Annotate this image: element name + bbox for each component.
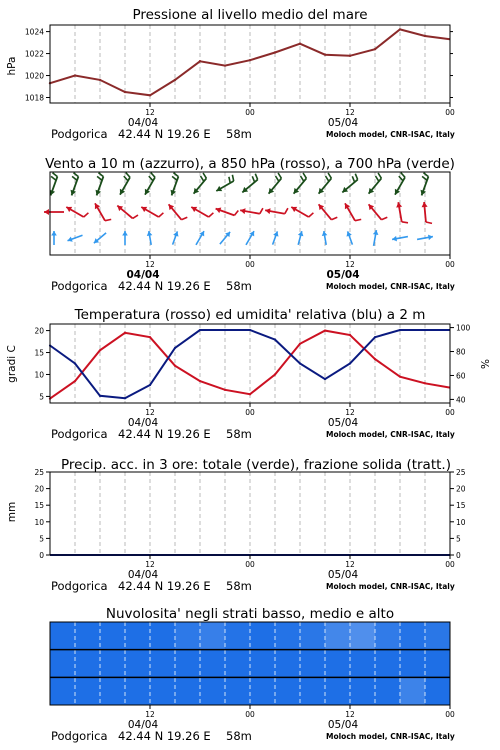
- cloud-cell-basso: [175, 677, 200, 705]
- wind-barb-head: [422, 202, 428, 207]
- wind-barb-feather: [401, 173, 405, 178]
- humidity-point: [349, 362, 351, 364]
- humidity-point: [324, 378, 326, 380]
- cloud-cell-alto: [325, 622, 350, 650]
- pressure-point: [224, 64, 226, 66]
- precip-footer-elevation: 58m: [226, 579, 252, 593]
- precip-date-label: 05/04: [327, 569, 359, 581]
- precip-y-tick-label-right: 5: [456, 534, 461, 544]
- cloud-footer-coords: 42.44 N 19.26 E: [118, 729, 211, 743]
- temperature-point: [99, 349, 101, 351]
- temperature-point: [299, 343, 301, 345]
- wind-barb-feather: [133, 215, 138, 218]
- wind-barb-feather: [326, 176, 329, 181]
- precip-y-tick-label-right: 25: [456, 468, 466, 477]
- wind-barb-feather: [378, 173, 381, 178]
- wind-barb-feather: [181, 217, 187, 219]
- temperature-frame: [50, 324, 450, 403]
- cloud-cell-medio: [275, 650, 300, 678]
- temperature-y-tick-label: 5: [39, 392, 44, 402]
- temperature-x-tick-label: 12: [345, 408, 355, 417]
- pressure-footer-coords: 42.44 N 19.26 E: [118, 127, 211, 141]
- pressure-point: [349, 55, 351, 57]
- pressure-title: Pressione al livello medio del mare: [132, 7, 368, 23]
- cloud-cell-basso: [275, 677, 300, 705]
- wind-barb-850: [369, 204, 388, 219]
- cloud-cell-medio: [400, 650, 425, 678]
- temperature-footer-coords: 42.44 N 19.26 E: [118, 427, 211, 441]
- cloud-cell-basso: [75, 677, 100, 705]
- temperature-footer-elevation: 58m: [226, 427, 252, 441]
- temperature-x-tick-label: 00: [245, 408, 255, 417]
- cloud-cell-alto: [100, 622, 125, 650]
- wind-barb-850: [191, 207, 213, 217]
- wind-barb-feather: [252, 176, 254, 182]
- wind-footer-model: Moloch model, CNR-ISAC, Italy: [326, 282, 455, 291]
- cloud-cell-alto: [175, 622, 200, 650]
- pressure-point: [424, 35, 426, 37]
- humidity-point: [374, 336, 376, 338]
- wind-barb-850: [345, 203, 361, 220]
- cloud-cell-alto: [150, 622, 175, 650]
- temperature-x-tick-label: 12: [145, 408, 155, 417]
- wind-barb-850: [44, 209, 64, 215]
- pressure-point: [199, 60, 201, 62]
- cloud-x-tick-label: 00: [245, 710, 255, 719]
- precip-y-tick-label: 0: [39, 551, 44, 560]
- wind-barb-850: [117, 206, 138, 219]
- wind-barb-feather: [399, 176, 403, 181]
- cloud-cell-alto: [350, 622, 375, 650]
- wind-barb-feather: [328, 173, 331, 178]
- cloud-cell-alto: [425, 622, 450, 650]
- temperature-point: [174, 365, 176, 367]
- wind-barb-700: [294, 173, 307, 194]
- cloud-cell-alto: [400, 622, 425, 650]
- precip-y-tick-label: 5: [39, 534, 44, 544]
- cloud-cell-basso: [200, 677, 225, 705]
- wind-barb-10m: [347, 231, 353, 244]
- humidity-point: [224, 329, 226, 331]
- precip-x-tick-label: 00: [245, 560, 255, 569]
- temperature-footer-model: Moloch model, CNR-ISAC, Italy: [326, 430, 455, 439]
- humidity-y-tick-label: 80: [456, 347, 466, 357]
- wind-barb-10m: [273, 231, 279, 244]
- wind-barb-feather: [303, 173, 306, 178]
- humidity-point: [199, 329, 201, 331]
- cloud-cell-medio: [225, 650, 250, 678]
- pressure-footer-model: Moloch model, CNR-ISAC, Italy: [326, 130, 455, 139]
- cloud-x-tick-label: 12: [345, 710, 355, 719]
- wind-barb-feather: [426, 222, 432, 223]
- precip-y-tick-label: 15: [34, 501, 44, 511]
- precip-y-tick-label: 20: [34, 484, 44, 494]
- wind-x-tick-label: 00: [445, 260, 455, 269]
- wind-barb-feather: [402, 222, 408, 223]
- wind-barb-10m: [94, 233, 106, 243]
- wind-barb-700: [369, 173, 382, 194]
- humidity-point: [424, 329, 426, 331]
- wind-barb-feather: [159, 213, 164, 217]
- cloud-cell-medio: [50, 650, 75, 678]
- cloud-cell-alto: [50, 622, 75, 650]
- humidity-point: [74, 362, 76, 364]
- wind-barb-feather: [278, 173, 281, 178]
- wind-barb-feather: [232, 175, 233, 181]
- wind-barb-feather: [209, 213, 214, 217]
- wind-barb-feather: [84, 213, 89, 217]
- precip-footer-coords: 42.44 N 19.26 E: [118, 579, 211, 593]
- pressure-point: [99, 79, 101, 81]
- wind-barb-850: [396, 202, 408, 223]
- cloud-cell-medio: [150, 650, 175, 678]
- pressure-date-label: 04/04: [127, 117, 159, 129]
- precip-footer-station: Podgorica: [51, 579, 108, 593]
- temperature-point: [199, 380, 201, 382]
- cloud-cell-basso: [50, 677, 75, 705]
- wind-barb-feather: [301, 176, 304, 181]
- temperature-date-label: 05/04: [327, 417, 359, 429]
- cloud-cell-basso: [150, 677, 175, 705]
- precip-ylabel: mm: [6, 501, 18, 523]
- wind-barb-feather: [151, 173, 155, 178]
- humidity-point: [99, 395, 101, 397]
- wind-barb-feather: [99, 173, 104, 177]
- cloud-footer-elevation: 58m: [226, 729, 252, 743]
- wind-title: Vento a 10 m (azzurro), a 850 hPa (rosso), a 700 hPa (verde): [45, 156, 455, 172]
- cloud-date-label: 05/04: [327, 719, 359, 731]
- wind-barb-feather: [285, 208, 288, 214]
- humidity-y-tick-label: 40: [456, 395, 466, 405]
- wind-x-tick-label: 12: [345, 260, 355, 269]
- precip-y-tick-label-right: 15: [456, 501, 466, 511]
- wind-barb-feather: [53, 173, 58, 177]
- humidity-point: [399, 329, 401, 331]
- temperature-point: [74, 380, 76, 382]
- wind-barb-feather: [260, 208, 263, 214]
- temperature-point: [249, 393, 251, 395]
- wind-10m-head: [122, 231, 128, 236]
- wind-barb-700: [50, 173, 58, 196]
- cloud-cell-alto: [125, 622, 150, 650]
- precip-y-tick-label-right: 10: [456, 517, 466, 527]
- pressure-point: [74, 74, 76, 76]
- cloud-title: Nuvolosita' negli strati basso, medio e alto: [105, 606, 395, 622]
- humidity-point: [124, 397, 126, 399]
- cloud-cell-basso: [325, 677, 350, 705]
- temperature-title: Temperatura (rosso) ed umidita' relativa (blu) a 2 m: [74, 307, 426, 323]
- temperature-point: [149, 336, 151, 338]
- pressure-footer-elevation: 58m: [226, 127, 252, 141]
- wind-barb-10m: [122, 231, 128, 245]
- wind-barb-850: [422, 202, 432, 223]
- cloud-cell-medio: [325, 650, 350, 678]
- pressure-point: [149, 94, 151, 96]
- cloud-cell-alto: [275, 622, 300, 650]
- wind-barb-850: [169, 204, 188, 219]
- cloud-cell-medio: [300, 650, 325, 678]
- cloud-x-tick-label: 00: [445, 710, 455, 719]
- wind-barb-feather: [51, 176, 56, 180]
- wind-barb-700: [96, 173, 104, 196]
- wind-footer-elevation: 58m: [226, 279, 252, 293]
- precip-y-tick-label: 10: [34, 517, 44, 527]
- humidity-ylabel: %: [480, 359, 492, 369]
- wind-barb-feather: [424, 173, 429, 177]
- pressure-x-tick-label: 00: [445, 108, 455, 117]
- pressure-point: [299, 42, 301, 44]
- cloud-cell-basso: [300, 677, 325, 705]
- wind-barb-feather: [203, 173, 206, 178]
- wind-barb-feather: [355, 174, 357, 180]
- humidity-point: [149, 384, 151, 386]
- pressure-y-tick-label: 1022: [24, 49, 44, 59]
- cloud-cell-basso: [350, 677, 375, 705]
- precip-x-tick-label: 12: [345, 560, 355, 569]
- humidity-y-tick-label: 60: [456, 371, 466, 381]
- cloud-cell-medio: [125, 650, 150, 678]
- temperature-point: [274, 373, 276, 375]
- pressure-x-tick-label: 12: [145, 108, 155, 117]
- wind-barb-850: [240, 208, 263, 214]
- temperature-point: [374, 358, 376, 360]
- wind-barb-feather: [331, 217, 337, 219]
- precip-y-tick-label-right: 20: [456, 484, 466, 494]
- pressure-point: [249, 59, 251, 61]
- pressure-point: [174, 79, 176, 81]
- wind-barb-850: [66, 207, 88, 217]
- pressure-point: [324, 53, 326, 55]
- wind-barb-feather: [309, 213, 314, 217]
- precip-date-label: 04/04: [127, 569, 159, 581]
- precip-x-tick-label: 12: [145, 560, 155, 569]
- cloud-cell-alto: [250, 622, 275, 650]
- cloud-cell-basso: [100, 677, 125, 705]
- temperature-point: [124, 332, 126, 334]
- wind-barb-feather: [255, 174, 257, 180]
- wind-barb-feather: [74, 173, 79, 177]
- cloud-cell-basso: [250, 677, 275, 705]
- wind-barb-850: [95, 203, 111, 220]
- wind-barb-head: [44, 209, 49, 215]
- cloud-x-tick-label: 12: [145, 710, 155, 719]
- pressure-point: [124, 91, 126, 93]
- wind-10m-head: [51, 231, 57, 236]
- temperature-y-tick-label: 15: [34, 348, 44, 358]
- wind-barb-850: [265, 208, 288, 214]
- pressure-x-tick-label: 12: [345, 108, 355, 117]
- temperature-point: [224, 389, 226, 391]
- cloud-cell-medio: [100, 650, 125, 678]
- cloud-cell-medio: [375, 650, 400, 678]
- cloud-cell-basso: [225, 677, 250, 705]
- cloud-cell-alto: [225, 622, 250, 650]
- wind-barb-850: [319, 204, 338, 219]
- cloud-cell-alto: [375, 622, 400, 650]
- wind-date-label: 05/04: [326, 269, 360, 281]
- wind-barb-10m: [51, 231, 57, 245]
- wind-barb-feather: [174, 173, 179, 177]
- wind-barb-700: [421, 173, 429, 196]
- wind-barb-700: [171, 173, 179, 196]
- pressure-footer-station: Podgorica: [51, 127, 108, 141]
- precip-x-tick-label: 00: [445, 560, 455, 569]
- wind-10m-head: [298, 231, 304, 236]
- cloud-cell-medio: [175, 650, 200, 678]
- temperature-ylabel: gradi C: [6, 345, 18, 383]
- cloud-cell-alto: [200, 622, 225, 650]
- temperature-point: [349, 334, 351, 336]
- cloud-cell-alto: [300, 622, 325, 650]
- cloud-cell-basso: [425, 677, 450, 705]
- cloud-date-label: 04/04: [127, 719, 159, 731]
- pressure-y-tick-label: 1018: [24, 93, 44, 103]
- wind-barb-feather: [381, 217, 387, 219]
- wind-barb-feather: [276, 176, 279, 181]
- cloud-cell-medio: [350, 650, 375, 678]
- cloud-cell-basso: [375, 677, 400, 705]
- pressure-y-tick-label: 1020: [24, 71, 44, 81]
- cloud-cell-basso: [400, 677, 425, 705]
- wind-footer-coords: 42.44 N 19.26 E: [118, 279, 211, 293]
- wind-barb-700: [71, 173, 79, 196]
- temperature-x-tick-label: 00: [445, 408, 455, 417]
- cloud-cell-alto: [75, 622, 100, 650]
- humidity-point: [249, 329, 251, 331]
- precip-y-tick-label: 25: [34, 468, 44, 477]
- humidity-point: [299, 362, 301, 364]
- wind-barb-feather: [124, 176, 128, 181]
- temperature-point: [424, 382, 426, 384]
- temperature-date-label: 04/04: [127, 417, 159, 429]
- wind-barb-10m: [173, 231, 179, 244]
- cloud-cell-medio: [250, 650, 275, 678]
- wind-x-tick-label: 00: [245, 260, 255, 269]
- wind-barb-feather: [149, 176, 153, 181]
- humidity-point: [274, 338, 276, 340]
- cloud-cell-basso: [125, 677, 150, 705]
- precip-title: Precip. acc. in 3 ore: totale (verde), frazione solida (tratt.): [61, 457, 451, 473]
- humidity-y-tick-label: 100: [456, 323, 471, 333]
- pressure-date-label: 05/04: [327, 117, 359, 129]
- precip-y-tick-label-right: 0: [456, 551, 461, 560]
- wind-barb-feather: [376, 176, 379, 181]
- wind-barb-850: [291, 207, 313, 217]
- wind-date-label: 04/04: [126, 269, 160, 281]
- pressure-x-tick-label: 00: [245, 108, 255, 117]
- wind-barb-10m: [298, 231, 304, 245]
- pressure-point: [374, 48, 376, 50]
- cloud-cell-medio: [425, 650, 450, 678]
- wind-barb-feather: [234, 211, 238, 216]
- cloud-cell-medio: [75, 650, 100, 678]
- temperature-point: [324, 329, 326, 331]
- pressure-ylabel: hPa: [6, 56, 18, 76]
- wind-barb-850: [216, 208, 239, 216]
- wind-barb-700: [194, 173, 207, 194]
- temperature-y-tick-label: 20: [34, 326, 44, 336]
- wind-barb-feather: [352, 176, 354, 182]
- temperature-footer-station: Podgorica: [51, 427, 108, 441]
- wind-barb-10m: [373, 230, 379, 246]
- pressure-point: [274, 51, 276, 53]
- pressure-point: [399, 28, 401, 30]
- wind-barb-700: [269, 173, 282, 194]
- temperature-point: [399, 376, 401, 378]
- wind-barb-feather: [126, 173, 130, 178]
- cloud-footer-station: Podgorica: [51, 729, 108, 743]
- wind-barb-700: [319, 173, 332, 194]
- temperature-y-tick-label: 10: [34, 370, 44, 380]
- pressure-y-tick-label: 1024: [24, 27, 44, 37]
- wind-footer-station: Podgorica: [51, 279, 108, 293]
- humidity-point: [174, 347, 176, 349]
- cloud-footer-model: Moloch model, CNR-ISAC, Italy: [326, 732, 455, 741]
- wind-barb-feather: [229, 177, 230, 183]
- wind-x-tick-label: 12: [145, 260, 155, 269]
- wind-barb-feather: [355, 219, 361, 220]
- precip-footer-model: Moloch model, CNR-ISAC, Italy: [326, 582, 455, 591]
- wind-barb-feather: [105, 219, 111, 220]
- wind-barb-850: [141, 207, 163, 217]
- wind-barb-feather: [201, 176, 204, 181]
- cloud-cell-medio: [200, 650, 225, 678]
